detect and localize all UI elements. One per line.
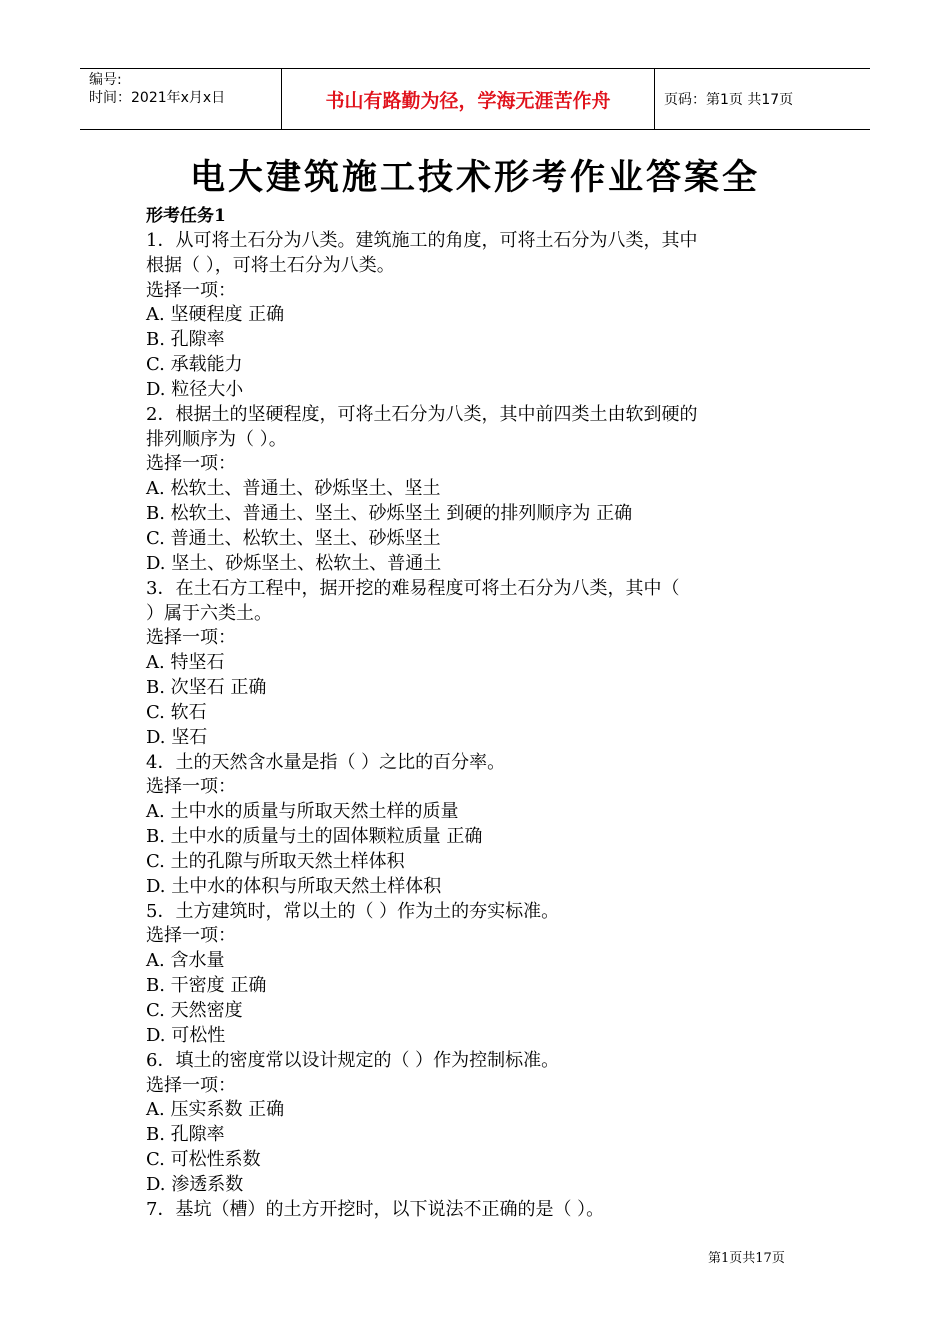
text-line: 4．土的天然含水量是指（ ）之比的百分率。 <box>146 751 506 773</box>
text-line: 选择一项： <box>146 279 236 301</box>
header-meta <box>80 69 282 129</box>
text-line: B. 土中水的质量与土的固体颗粒质量 正确 <box>146 826 483 848</box>
text-line: C. 承载能力 <box>146 354 243 376</box>
header-motto: 书山有路勤为径，学海无涯苦作舟 <box>282 69 655 129</box>
text-line: B. 松软土、普通土、坚土、砂烁坚土 到硬的排列顺序为 正确 <box>146 503 633 525</box>
text-line: 排列顺序为（ ）。 <box>146 428 287 450</box>
text-line: A. 特坚石 <box>146 652 225 674</box>
text-line: D. 粒径大小 <box>146 378 244 400</box>
text-line: D. 可松性 <box>146 1024 226 1046</box>
header-page-info: 页码：第1页 共17页 <box>664 92 794 108</box>
text-line: A. 含水量 <box>146 950 225 972</box>
text-line: 1．从可将土石分为八类。建筑施工的角度，可将土石分为八类，其中 <box>146 229 698 251</box>
page-header <box>80 68 870 130</box>
text-line: A. 压实系数 正确 <box>146 1099 285 1121</box>
text-line: 5．土方建筑时，常以土的（ ）作为土的夯实标准。 <box>146 900 560 922</box>
document-number-label: 编号: <box>89 72 122 88</box>
document-time: 时间：2021年x月x日 <box>89 90 226 106</box>
text-line: 选择一项： <box>146 1074 236 1096</box>
text-line: C. 可松性系数 <box>146 1149 261 1171</box>
text-line: A. 松软土、普通土、砂烁坚土、坚土 <box>146 478 441 500</box>
text-line: D. 土中水的体积与所取天然土样体积 <box>146 875 442 897</box>
text-line: D. 坚石 <box>146 726 208 748</box>
text-line: C. 天然密度 <box>146 1000 243 1021</box>
text-line: 2．根据土的坚硬程度，可将土石分为八类，其中前四类土由软到硬的 <box>146 403 698 425</box>
text-line: D. 渗透系数 <box>146 1173 244 1195</box>
text-line: 选择一项： <box>146 453 236 475</box>
page-footer: 第1页共17页 <box>708 1251 785 1266</box>
text-line: C. 软石 <box>146 701 207 723</box>
text-line: 3．在土石方工程中，据开挖的难易程度可将土石分为八类，其中（ <box>146 577 680 599</box>
document-body <box>146 204 826 1223</box>
text-line: B. 孔隙率 <box>146 1124 225 1146</box>
text-line: B. 孔隙率 <box>146 329 225 351</box>
text-line: A. 坚硬程度 正确 <box>146 304 285 326</box>
text-line: B. 干密度 正确 <box>146 975 267 997</box>
text-line: C. 普通土、松软土、坚土、砂烁坚土 <box>146 527 441 549</box>
text-line: ）属于六类土。 <box>146 602 272 624</box>
document-title: 电大建筑施工技术形考作业答案全 <box>189 157 760 198</box>
text-line: 选择一项： <box>146 776 236 798</box>
text-line: C. 土的孔隙与所取天然土样体积 <box>146 850 405 872</box>
text-line: 选择一项： <box>146 627 236 649</box>
text-line: D. 坚土、砂烁坚土、松软土、普通土 <box>146 552 442 574</box>
text-line: 选择一项： <box>146 925 236 947</box>
text-line: 7．基坑（槽）的土方开挖时，以下说法不正确的是（ ）。 <box>146 1198 605 1220</box>
text-line: B. 次坚石 正确 <box>146 677 267 699</box>
text-line: A. 土中水的质量与所取天然土样的质量 <box>146 801 459 823</box>
text-line: 根据（ ），可将土石分为八类。 <box>146 254 395 276</box>
section-heading: 形考任务1 <box>146 206 226 226</box>
text-line: 6．填土的密度常以设计规定的（ ）作为控制标准。 <box>146 1049 560 1071</box>
